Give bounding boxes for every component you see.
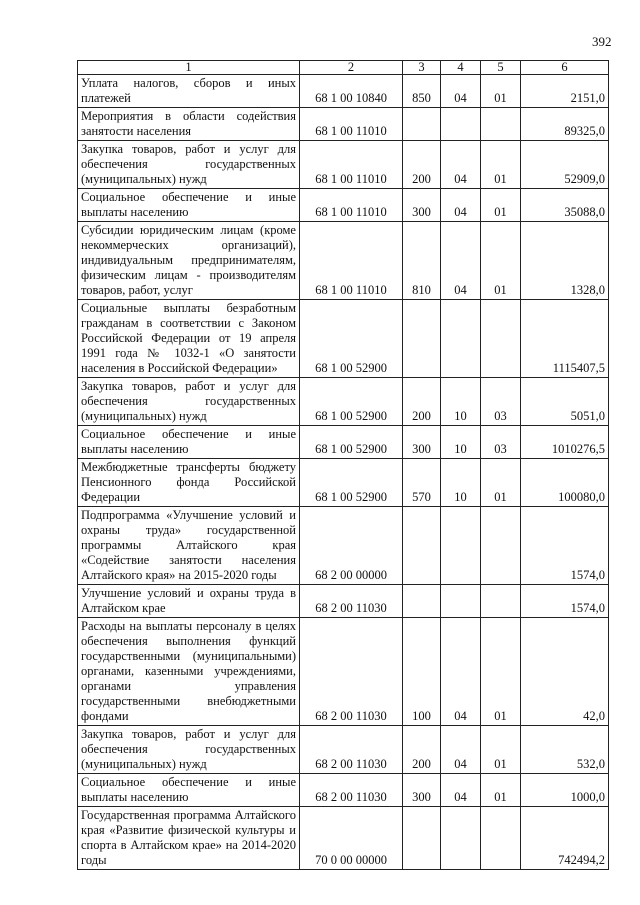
table-row bbox=[78, 378, 609, 426]
column-header: 6 bbox=[521, 61, 609, 75]
row-vr: 300 bbox=[403, 426, 441, 459]
row-amount: 89325,0 bbox=[521, 108, 609, 141]
row-vr: 850 bbox=[403, 75, 441, 108]
budget-table bbox=[77, 60, 609, 870]
row-rz bbox=[441, 507, 481, 585]
row-vr bbox=[403, 807, 441, 870]
row-code: 68 2 00 11030 bbox=[300, 726, 403, 774]
table-row bbox=[78, 726, 609, 774]
row-amount: 1115407,5 bbox=[521, 300, 609, 378]
row-amount: 1574,0 bbox=[521, 507, 609, 585]
table-row bbox=[78, 585, 609, 618]
row-name: Закупка товаров, работ и услуг для обеспечения государственных (муниципальных) нужд bbox=[78, 378, 300, 426]
row-pr: 01 bbox=[481, 75, 521, 108]
row-rz: 10 bbox=[441, 459, 481, 507]
row-code: 68 1 00 52900 bbox=[300, 459, 403, 507]
table-row bbox=[78, 75, 609, 108]
row-vr: 300 bbox=[403, 774, 441, 807]
row-pr: 01 bbox=[481, 459, 521, 507]
row-name: Социальное обеспечение и иные выплаты населению bbox=[78, 426, 300, 459]
row-code: 68 1 00 11010 bbox=[300, 189, 403, 222]
row-pr bbox=[481, 507, 521, 585]
row-code: 68 2 00 11030 bbox=[300, 585, 403, 618]
row-amount: 1010276,5 bbox=[521, 426, 609, 459]
table-row bbox=[78, 141, 609, 189]
row-name: Улучшение условий и охраны труда в Алтайском крае bbox=[78, 585, 300, 618]
row-code: 68 2 00 11030 bbox=[300, 774, 403, 807]
row-rz: 04 bbox=[441, 726, 481, 774]
row-rz: 10 bbox=[441, 378, 481, 426]
row-vr: 200 bbox=[403, 378, 441, 426]
row-name: Закупка товаров, работ и услуг для обеспечения государственных (муниципальных) нужд bbox=[78, 141, 300, 189]
row-code: 68 1 00 11010 bbox=[300, 222, 403, 300]
table-row bbox=[78, 618, 609, 726]
table-row bbox=[78, 426, 609, 459]
row-code: 68 1 00 10840 bbox=[300, 75, 403, 108]
row-name: Социальное обеспечение и иные выплаты населению bbox=[78, 189, 300, 222]
row-pr: 01 bbox=[481, 222, 521, 300]
table-row bbox=[78, 108, 609, 141]
row-rz bbox=[441, 300, 481, 378]
row-amount: 5051,0 bbox=[521, 378, 609, 426]
row-rz: 04 bbox=[441, 189, 481, 222]
table-row bbox=[78, 774, 609, 807]
row-pr bbox=[481, 585, 521, 618]
row-vr bbox=[403, 507, 441, 585]
row-rz bbox=[441, 108, 481, 141]
page-number: 392 bbox=[592, 34, 612, 49]
row-vr bbox=[403, 585, 441, 618]
row-vr: 100 bbox=[403, 618, 441, 726]
row-name: Субсидии юридическим лицам (кроме некоммерческих организаций), индивидуальным предпринимателям, физическим лицам - производителям товаров, работ, услуг bbox=[78, 222, 300, 300]
row-vr: 200 bbox=[403, 726, 441, 774]
row-vr bbox=[403, 108, 441, 141]
row-pr bbox=[481, 807, 521, 870]
row-name: Межбюджетные трансферты бюджету Пенсионного фонда Российской Федерации bbox=[78, 459, 300, 507]
row-pr bbox=[481, 108, 521, 141]
table-row bbox=[78, 189, 609, 222]
table-row bbox=[78, 222, 609, 300]
table-row bbox=[78, 459, 609, 507]
table-header-row bbox=[78, 61, 609, 75]
row-rz: 04 bbox=[441, 222, 481, 300]
row-amount: 42,0 bbox=[521, 618, 609, 726]
row-vr: 570 bbox=[403, 459, 441, 507]
row-name: Расходы на выплаты персоналу в целях обеспечения выполнения функций государственными (муниципальными) органами, казенными учреждениями, органами управления государственными внебюджетными фондами bbox=[78, 618, 300, 726]
row-code: 68 1 00 11010 bbox=[300, 141, 403, 189]
row-name: Уплата налогов, сборов и иных платежей bbox=[78, 75, 300, 108]
row-pr: 01 bbox=[481, 618, 521, 726]
row-amount: 35088,0 bbox=[521, 189, 609, 222]
column-header: 3 bbox=[403, 61, 441, 75]
row-amount: 1000,0 bbox=[521, 774, 609, 807]
column-header: 4 bbox=[441, 61, 481, 75]
row-code: 68 1 00 52900 bbox=[300, 300, 403, 378]
row-rz: 10 bbox=[441, 426, 481, 459]
row-pr bbox=[481, 300, 521, 378]
row-amount: 532,0 bbox=[521, 726, 609, 774]
column-header: 2 bbox=[300, 61, 403, 75]
row-vr bbox=[403, 300, 441, 378]
row-pr: 03 bbox=[481, 426, 521, 459]
row-code: 68 1 00 52900 bbox=[300, 426, 403, 459]
row-code: 70 0 00 00000 bbox=[300, 807, 403, 870]
row-amount: 2151,0 bbox=[521, 75, 609, 108]
row-amount: 100080,0 bbox=[521, 459, 609, 507]
row-pr: 03 bbox=[481, 378, 521, 426]
row-pr: 01 bbox=[481, 189, 521, 222]
row-code: 68 1 00 52900 bbox=[300, 378, 403, 426]
row-amount: 52909,0 bbox=[521, 141, 609, 189]
row-rz: 04 bbox=[441, 75, 481, 108]
row-vr: 810 bbox=[403, 222, 441, 300]
row-amount: 1574,0 bbox=[521, 585, 609, 618]
table-row bbox=[78, 300, 609, 378]
row-code: 68 1 00 11010 bbox=[300, 108, 403, 141]
row-rz bbox=[441, 807, 481, 870]
row-name: Социальные выплаты безработным гражданам в соответствии с Законом Российской Федерации от 19 апреля 1991 года № 1032-1 «О занятости населения в Российской Федерации» bbox=[78, 300, 300, 378]
table-row bbox=[78, 507, 609, 585]
row-pr: 01 bbox=[481, 774, 521, 807]
column-header: 5 bbox=[481, 61, 521, 75]
row-code: 68 2 00 11030 bbox=[300, 618, 403, 726]
row-name: Социальное обеспечение и иные выплаты населению bbox=[78, 774, 300, 807]
row-pr: 01 bbox=[481, 141, 521, 189]
row-rz: 04 bbox=[441, 618, 481, 726]
row-amount: 742494,2 bbox=[521, 807, 609, 870]
column-header: 1 bbox=[78, 61, 300, 75]
row-pr: 01 bbox=[481, 726, 521, 774]
table-row bbox=[78, 807, 609, 870]
row-vr: 300 bbox=[403, 189, 441, 222]
row-name: Мероприятия в области содействия занятости населения bbox=[78, 108, 300, 141]
row-name: Закупка товаров, работ и услуг для обеспечения государственных (муниципальных) нужд bbox=[78, 726, 300, 774]
row-rz: 04 bbox=[441, 141, 481, 189]
row-amount: 1328,0 bbox=[521, 222, 609, 300]
row-vr: 200 bbox=[403, 141, 441, 189]
row-rz: 04 bbox=[441, 774, 481, 807]
row-rz bbox=[441, 585, 481, 618]
row-code: 68 2 00 00000 bbox=[300, 507, 403, 585]
row-name: Подпрограмма «Улучшение условий и охраны труда» государственной программы Алтайского края «Содействие занятости населения Алтайского края» на 2015-2020 годы bbox=[78, 507, 300, 585]
row-name: Государственная программа Алтайского края «Развитие физической культуры и спорта в Алтайском крае» на 2014-2020 годы bbox=[78, 807, 300, 870]
